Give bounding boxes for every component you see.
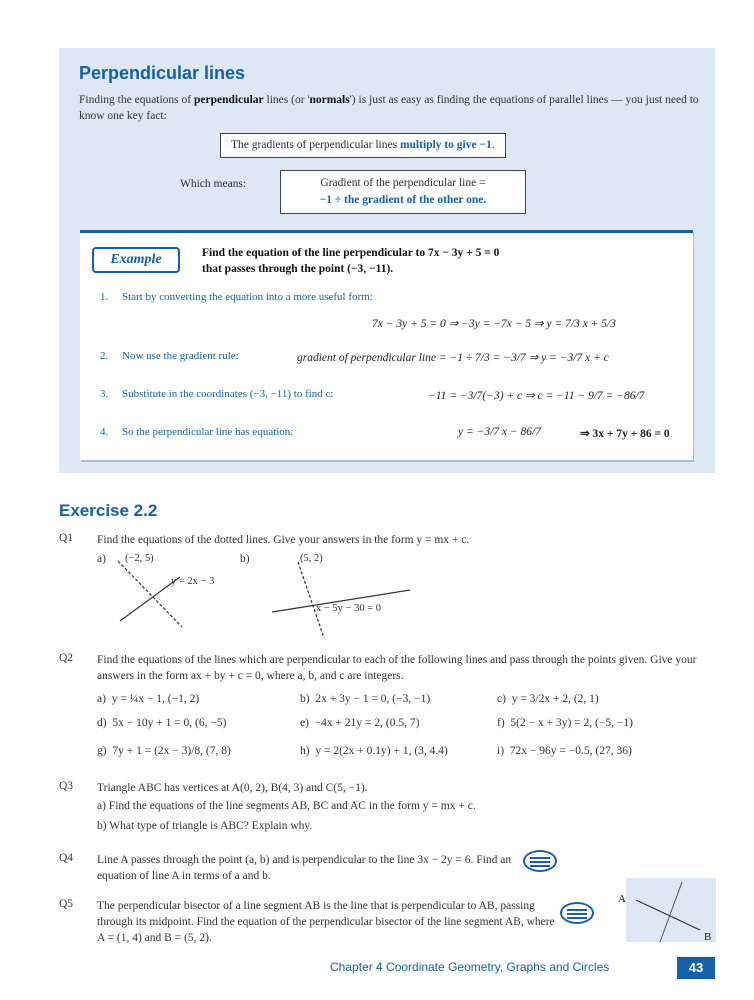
intro-text: Finding the equations of perpendicular lines (or 'normals') is just as easy as finding the equations of parallel lines — you just need to know one key fact: [79, 94, 699, 122]
q3-part-a: a) Find the equations of the line segments AB, BC and AC in the form y = mx + c. [97, 800, 476, 812]
q1-part-b-label: b) [240, 553, 250, 565]
q5-label-b: B [704, 931, 712, 943]
q1a-point-label: (−2, 5) [125, 553, 154, 564]
example-answer: ⇒ 3x + 7y + 86 = 0 [580, 428, 670, 440]
q2-part-d: d) 5x − 10y + 1 = 0, (6, −5) [97, 717, 227, 729]
question-text: Triangle ABC has vertices at A(0, 2), B(4, 3) and C(5, −1). [97, 782, 368, 794]
q1b-dotted-line [298, 562, 324, 638]
example-title: Find the equation of the line perpendicular to 7x − 3y + 5 = 0 that passes through the point (−3, −11). [202, 247, 500, 275]
question-number: Q4 [59, 852, 74, 864]
q5-diagram-background [626, 878, 716, 942]
section-title: Perpendicular lines [79, 63, 246, 83]
hint-icon [560, 902, 594, 924]
question-text: Find the equations of the lines which are perpendicular to each of the following lines and pass through the points given. Give your answers in the form ax + by + c = 0, where a, b, and c are integers. [97, 654, 697, 682]
q2-part-a: a) y = ¼x − 1, (−1, 2) [97, 693, 200, 705]
example-label: Example [92, 247, 180, 273]
question-number: Q1 [59, 532, 74, 544]
page-number: 43 [677, 957, 715, 979]
q1b-diagram [270, 560, 420, 640]
means-box: Gradient of the perpendicular line = −1 ÷ the gradient of the other one. [280, 170, 526, 214]
q2-part-h: h) y = 2(2x + 0.1y) + 1, (3, 4.4) [300, 745, 448, 757]
q2-part-g: g) 7y + 1 = (2x − 3)/8, (7, 8) [97, 745, 231, 757]
q1b-given-line [272, 590, 410, 612]
question-number: Q3 [59, 780, 74, 792]
example-math-1: 7x − 3y + 5 = 0 ⇒ −3y = −7x − 5 ⇒ y = 7/3 x + 5/3 [372, 318, 617, 330]
q2-part-f: f) 5(2 − x + 3y) = 2, (−5, −1) [497, 717, 633, 729]
q1a-diagram [110, 555, 200, 635]
q1a-line-label: y = 2x − 3 [171, 576, 215, 587]
example-step-3: 3. Substitute in the coordinates (−3, −11) to find c: [100, 388, 334, 400]
which-means-label: Which means: [180, 178, 247, 190]
question-number: Q5 [59, 898, 74, 910]
q2-part-b: b) 2x + 3y − 1 = 0, (−3, −1) [300, 693, 431, 705]
example-step-2: 2. Now use the gradient rule: [100, 350, 239, 362]
q2-part-c: c) y = 3/2x + 2, (2, 1) [497, 693, 599, 705]
q1-part-a-label: a) [97, 553, 106, 565]
question-text: Line A passes through the point (a, b) and is perpendicular to the line 3x − 2y = 6. Find an equation of line A in terms of a and b. [97, 854, 512, 882]
q2-part-i: i) 72x − 96y = −0.5, (27, 36) [497, 745, 632, 757]
q1a-given-line [120, 577, 180, 621]
q1b-point-label: (5, 2) [300, 553, 323, 564]
question-text: Find the equations of the dotted lines. Give your answers in the form y = mx + c. [97, 534, 470, 546]
exercise-title: Exercise 2.2 [59, 501, 158, 520]
q1a-dotted-line [118, 561, 182, 627]
example-math-3: −11 = −3/7(−3) + c ⇒ c = −11 − 9/7 = −86/7 [428, 390, 645, 402]
hint-icon [523, 850, 557, 872]
example-math-4: y = −3/7 x − 86/7 [458, 426, 542, 438]
chapter-footer: Chapter 4 Coordinate Geometry, Graphs and Circles [330, 960, 610, 974]
example-step-1: 1. Start by converting the equation into a more useful form: [100, 291, 373, 303]
question-number: Q2 [59, 652, 74, 664]
q2-part-e: e) −4x + 21y = 2, (0.5, 7) [300, 717, 420, 729]
q5-label-a: A [618, 893, 626, 905]
example-step-4: 4. So the perpendicular line has equation: [100, 426, 294, 438]
q5-diagram [616, 878, 716, 948]
question-text: The perpendicular bisector of a line segment AB is the line that is perpendicular to AB, passing through its midpoint. Find the equation of the perpendicular bisector of the line segment AB, where A = (1, 4) and B = (5, 2). [97, 900, 555, 944]
key-fact-box: The gradients of perpendicular lines multiply to give −1. [220, 133, 506, 158]
q3-part-b: b) What type of triangle is ABC? Explain why. [97, 820, 313, 832]
q1b-line-label: x − 5y − 30 = 0 [316, 603, 382, 614]
example-math-2: gradient of perpendicular line = −1 ÷ 7/3 = −3/7 ⇒ y = −3/7 x + c [297, 352, 609, 364]
